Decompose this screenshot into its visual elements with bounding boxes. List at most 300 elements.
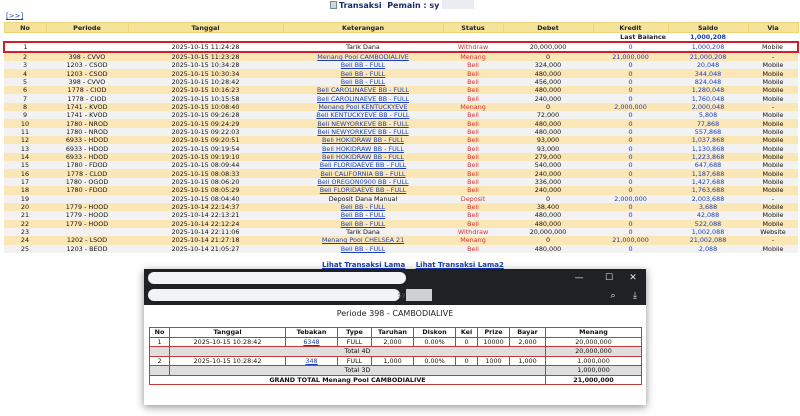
redacted-block: [406, 289, 432, 301]
address-bar[interactable]: [148, 272, 406, 284]
cell-saldo: 647,688: [668, 161, 748, 169]
cell-saldo: 344,048: [668, 69, 748, 77]
cell-saldo: 557,868: [668, 128, 748, 136]
total-3d-value: 1,000,000: [546, 366, 642, 376]
detail-no: 1: [150, 337, 170, 347]
keterangan-link[interactable]: Beli CALIFORNIA BB - FULL: [320, 169, 406, 178]
cell-via: Mobile: [748, 220, 798, 228]
cell-debet: 20,000,000: [503, 42, 593, 52]
maximize-icon[interactable]: ☐: [604, 273, 614, 283]
cell-saldo: 2,088: [668, 245, 748, 253]
keterangan-link[interactable]: Beli NEWYORKEVE BB - FULL: [317, 127, 409, 136]
cell-no: 17: [4, 178, 46, 186]
transaction-table: [3, 22, 799, 253]
cell-via: -: [748, 195, 798, 203]
cell-saldo: 1,002,088: [668, 228, 748, 236]
cell-tanggal: 2025-10-15 09:19:54: [128, 144, 283, 152]
cell-tanggal: 2025-10-15 10:16:23: [128, 86, 283, 94]
dcol-tebakan: Tebakan: [286, 328, 338, 338]
cell-via: Mobile: [748, 245, 798, 253]
detail-tebakan[interactable]: [286, 337, 338, 347]
cell-no: 2: [4, 52, 46, 61]
cell-tanggal: 2025-10-15 10:08:40: [128, 103, 283, 111]
cell-saldo: 1,187,688: [668, 169, 748, 177]
cell-no: 19: [4, 195, 46, 203]
col-keterangan: Keterangan: [283, 23, 443, 33]
tebakan-link[interactable]: 348: [305, 356, 318, 365]
cell-debet: 480,000: [503, 86, 593, 94]
cell-no: 14: [4, 153, 46, 161]
keterangan-link[interactable]: Beli BB - FULL: [340, 211, 386, 220]
detail-kei: 0: [456, 356, 478, 366]
detail-row: [150, 337, 642, 347]
cell-no: 13: [4, 144, 46, 152]
table-row: [4, 211, 798, 219]
cell-keterangan: [283, 211, 443, 219]
cell-kredit: 0: [593, 161, 668, 169]
table-row: [4, 195, 798, 203]
cell-keterangan: [283, 161, 443, 169]
cell-via: -: [748, 52, 798, 61]
cell-tanggal: 2025-10-14 22:13:21: [128, 211, 283, 219]
cell-no: 6: [4, 86, 46, 94]
cell-status: Beli: [443, 169, 503, 177]
cell-saldo: 1,760,048: [668, 94, 748, 102]
old-transactions-link[interactable]: Lihat Transaksi Lama: [322, 261, 406, 269]
cell-saldo: 77,868: [668, 119, 748, 127]
cell-periode: 1780 - NROD: [46, 128, 128, 136]
cell-tanggal: 2025-10-15 09:22:03: [128, 128, 283, 136]
cell-debet: 240,000: [503, 186, 593, 194]
detail-diskon: 0.00%: [414, 356, 456, 366]
detail-tebakan[interactable]: [286, 356, 338, 366]
last-balance-label: Last Balance: [4, 33, 668, 43]
cell-status: Beli: [443, 61, 503, 69]
cell-kredit: 0: [593, 42, 668, 52]
cell-periode: 1779 - HOOD: [46, 211, 128, 219]
table-row: [4, 78, 798, 86]
cell-status: Beli: [443, 78, 503, 86]
redacted-name: [442, 0, 474, 9]
cell-kredit: 0: [593, 78, 668, 86]
cell-debet: 72,000: [503, 111, 593, 119]
table-header-row: [4, 23, 798, 33]
cell-via: Mobile: [748, 186, 798, 194]
cell-via: Mobile: [748, 119, 798, 127]
keterangan-link[interactable]: Beli OREGON0900 BB - FULL: [317, 177, 409, 186]
cell-keterangan: [283, 128, 443, 136]
cell-via: Mobile: [748, 153, 798, 161]
keterangan-link[interactable]: Beli BB - FULL: [340, 77, 386, 86]
cell-kredit: 2,000,000: [593, 195, 668, 203]
keterangan-link[interactable]: Beli FLORIDAEVE BB - FULL: [319, 186, 407, 195]
cell-via: Mobile: [748, 203, 798, 211]
cell-status: Beli: [443, 86, 503, 94]
dcol-prize: Prize: [478, 328, 510, 338]
table-row: [4, 136, 798, 144]
keterangan-link[interactable]: Menang Pool CAMBODIALIVE: [317, 53, 409, 61]
cell-saldo: 3,688: [668, 203, 748, 211]
footer-links: [322, 261, 512, 269]
cell-no: 25: [4, 245, 46, 253]
cell-no: 10: [4, 119, 46, 127]
cell-no: 5: [4, 78, 46, 86]
table-row: [4, 94, 798, 102]
cell-periode: 1779 - HOOD: [46, 203, 128, 211]
cell-via: Mobile: [748, 128, 798, 136]
col-kredit: Kredit: [593, 23, 668, 33]
detail-kei: 0: [456, 337, 478, 347]
cell-saldo: 20,048: [668, 61, 748, 69]
table-row: [4, 52, 798, 61]
cell-tanggal: 2025-10-15 08:05:29: [128, 186, 283, 194]
cell-keterangan: [283, 220, 443, 228]
cell-no: 9: [4, 111, 46, 119]
cell-via: -: [748, 103, 798, 111]
cell-keterangan: [283, 94, 443, 102]
cell-keterangan: [283, 103, 443, 111]
dcol-no: No: [150, 328, 170, 338]
cell-kredit: 21,000,000: [593, 236, 668, 244]
cell-keterangan: [283, 169, 443, 177]
table-row: [4, 236, 798, 244]
cell-via: Mobile: [748, 61, 798, 69]
cell-tanggal: 2025-10-15 08:08:33: [128, 169, 283, 177]
cell-keterangan: [283, 111, 443, 119]
cell-via: Website: [748, 228, 798, 236]
cell-kredit: 0: [593, 94, 668, 102]
cell-no: 1: [4, 42, 46, 52]
detail-menang: 20,000,000: [546, 337, 642, 347]
dcol-kei: Kei: [456, 328, 478, 338]
detail-menang: 1,000,000: [546, 356, 642, 366]
detail-diskon: 0.00%: [414, 337, 456, 347]
cell-status: Beli: [443, 94, 503, 102]
cell-periode: 1778 - CIOD: [46, 94, 128, 102]
minimize-icon[interactable]: —: [574, 273, 584, 283]
cell-status: Menang: [443, 103, 503, 111]
cell-tanggal: 2025-10-15 08:04:40: [128, 195, 283, 203]
cell-periode: 1779 - HOOD: [46, 220, 128, 228]
cell-tanggal: 2025-10-15 10:15:58: [128, 94, 283, 102]
keterangan-link[interactable]: Beli HOKIDRAW BB - FULL: [322, 152, 404, 161]
detail-tanggal: 2025-10-15 10:28:42: [170, 337, 286, 347]
cell-debet: 38,400: [503, 203, 593, 211]
detail-type: FULL: [338, 356, 372, 366]
cell-debet: 480,000: [503, 119, 593, 127]
cell-saldo: 1,000,208: [668, 42, 748, 52]
cell-via: Mobile: [748, 136, 798, 144]
cell-kredit: 0: [593, 119, 668, 127]
cell-periode: 1202 - LSOD: [46, 236, 128, 244]
table-row: [4, 228, 798, 236]
table-row: [4, 220, 798, 228]
cell-debet: 456,000: [503, 78, 593, 86]
table-row: [4, 161, 798, 169]
cell-keterangan: [283, 203, 443, 211]
keterangan-link[interactable]: Beli CAROLINAEVE BB - FULL: [317, 94, 409, 103]
keterangan-link[interactable]: Beli HOKIDRAW BB - FULL: [322, 136, 404, 145]
period-detail-window: [144, 269, 646, 405]
cell-debet: 480,000: [503, 211, 593, 219]
keterangan-link[interactable]: Beli FLORIDAEVE BB - FULL: [319, 161, 407, 170]
table-row: [4, 169, 798, 177]
cell-status: Beli: [443, 111, 503, 119]
cell-periode: [46, 195, 128, 203]
cell-debet: 93,000: [503, 136, 593, 144]
cell-via: Mobile: [748, 178, 798, 186]
cell-no: 4: [4, 69, 46, 77]
cell-saldo: 1,763,688: [668, 186, 748, 194]
cell-keterangan: Deposit Dana Manual: [283, 195, 443, 203]
cell-keterangan: [283, 136, 443, 144]
cell-periode: 1780 - NROD: [46, 119, 128, 127]
keterangan-link[interactable]: Beli HOKIDRAW BB - FULL: [322, 144, 404, 153]
keterangan-link[interactable]: Beli BB - FULL: [340, 203, 386, 212]
cell-no: 22: [4, 220, 46, 228]
table-row: [4, 86, 798, 94]
cell-kredit: 0: [593, 128, 668, 136]
keterangan-link[interactable]: Beli BB - FULL: [340, 219, 386, 228]
detail-tanggal: 2025-10-15 10:28:42: [170, 356, 286, 366]
cell-status: Beli: [443, 178, 503, 186]
cell-debet: 240,000: [503, 169, 593, 177]
cell-kredit: 0: [593, 245, 668, 253]
detail-prize: 10000: [478, 337, 510, 347]
table-row: [4, 245, 798, 253]
cell-tanggal: 2025-10-14 22:14:37: [128, 203, 283, 211]
cell-saldo: 1,037,868: [668, 136, 748, 144]
dcol-taruhan: Taruhan: [372, 328, 414, 338]
col-status: Status: [443, 23, 503, 33]
cell-keterangan: [283, 52, 443, 61]
cell-no: 23: [4, 228, 46, 236]
detail-prize: 1000: [478, 356, 510, 366]
cell-kredit: 2,000,000: [593, 103, 668, 111]
table-row: [4, 103, 798, 111]
cell-no: 16: [4, 169, 46, 177]
cell-keterangan: [283, 78, 443, 86]
cell-kredit: 0: [593, 211, 668, 219]
cell-keterangan: [283, 153, 443, 161]
bet-detail-table: [149, 327, 642, 385]
cell-via: Mobile: [748, 69, 798, 77]
dcol-type: Type: [338, 328, 372, 338]
browser-chrome: [144, 269, 646, 305]
cell-tanggal: 2025-10-15 10:34:28: [128, 61, 283, 69]
total-3d-label: Total 3D: [170, 366, 546, 376]
cell-no: 15: [4, 161, 46, 169]
cell-via: Mobile: [748, 144, 798, 152]
last-balance-row: [4, 33, 798, 43]
cell-saldo: 21,000,208: [668, 52, 748, 61]
cell-status: Beli: [443, 186, 503, 194]
keterangan-link[interactable]: Beli NEWYORKEVE BB - FULL: [317, 119, 409, 128]
last-balance-value: 1,000,208: [668, 33, 748, 43]
table-row: [4, 119, 798, 127]
cell-debet: 0: [503, 195, 593, 203]
cell-via: Mobile: [748, 86, 798, 94]
cell-periode: 1780 - FDOD: [46, 161, 128, 169]
cell-saldo: 5,808: [668, 111, 748, 119]
close-icon[interactable]: ✕: [629, 273, 637, 283]
keterangan-link[interactable]: Beli CAROLINAEVE BB - FULL: [317, 86, 409, 95]
cell-periode: 6933 - HDOD: [46, 136, 128, 144]
prev-page-link[interactable]: [>>]: [6, 12, 24, 20]
cell-no: 18: [4, 186, 46, 194]
cell-status: Beli: [443, 153, 503, 161]
cell-saldo: 21,002,088: [668, 236, 748, 244]
cell-kredit: 0: [593, 86, 668, 94]
cell-kredit: 0: [593, 111, 668, 119]
old-transactions2-link[interactable]: Lihat Transaksi Lama2: [415, 261, 504, 269]
cell-periode: 1778 - CLOD: [46, 169, 128, 177]
cell-saldo: 2,003,688: [668, 195, 748, 203]
cell-status: Menang: [443, 236, 503, 244]
col-debet: Debet: [503, 23, 593, 33]
cell-debet: 480,000: [503, 128, 593, 136]
cell-tanggal: 2025-10-15 09:26:28: [128, 111, 283, 119]
cell-tanggal: 2025-10-14 21:05:27: [128, 245, 283, 253]
cell-periode: 1203 - CSOD: [46, 61, 128, 69]
cell-no: 11: [4, 128, 46, 136]
cell-debet: 20,000,000: [503, 228, 593, 236]
cell-no: 12: [4, 136, 46, 144]
cell-keterangan: Tarik Dana: [283, 42, 443, 52]
cell-status: Beli: [443, 144, 503, 152]
page-title: Transaksi Pemain : sy: [330, 0, 474, 10]
cell-saldo: 1,427,688: [668, 178, 748, 186]
cell-kredit: 0: [593, 69, 668, 77]
cell-saldo: 522,088: [668, 220, 748, 228]
cell-status: Withdraw: [443, 228, 503, 236]
zoom-icon[interactable]: ⌕: [610, 291, 616, 301]
cell-debet: 240,000: [503, 94, 593, 102]
cell-debet: 93,000: [503, 144, 593, 152]
cell-keterangan: [283, 69, 443, 77]
total-3d-row: [150, 366, 642, 376]
cell-status: Beli: [443, 69, 503, 77]
dcol-menang: Menang: [546, 328, 642, 338]
keterangan-link[interactable]: Menang Pool CHELSEA 21: [321, 236, 405, 245]
total-4d-row: [150, 347, 642, 357]
cell-kredit: 0: [593, 228, 668, 236]
keterangan-link[interactable]: Beli BB - FULL: [340, 69, 386, 78]
grand-total-value: 21,000,000: [546, 375, 642, 385]
cell-status: Beli: [443, 220, 503, 228]
cell-status: Beli: [443, 203, 503, 211]
col-via: Via: [748, 23, 798, 33]
cell-periode: 1741 - KVOD: [46, 111, 128, 119]
cell-tanggal: 2025-10-14 22:11:06: [128, 228, 283, 236]
cell-via: Mobile: [748, 161, 798, 169]
cell-debet: 336,000: [503, 178, 593, 186]
cell-tanggal: 2025-10-15 08:09:44: [128, 161, 283, 169]
detail-row: [150, 356, 642, 366]
cell-periode: 398 - CVVO: [46, 52, 128, 61]
cell-kredit: 0: [593, 153, 668, 161]
user-suffix: sy: [398, 291, 406, 299]
cell-periode: 1741 - KVOD: [46, 103, 128, 111]
cell-keterangan: Tarik Dana: [283, 228, 443, 236]
cell-no: 3: [4, 61, 46, 69]
total-4d-label: Total 4D: [170, 347, 546, 357]
cell-debet: 480,000: [503, 69, 593, 77]
cell-keterangan: [283, 61, 443, 69]
cell-periode: 1778 - CIOD: [46, 86, 128, 94]
tebakan-link[interactable]: 6348: [303, 337, 320, 346]
table-row: [4, 203, 798, 211]
cell-kredit: 21,000,000: [593, 52, 668, 61]
cell-tanggal: 2025-10-15 08:06:20: [128, 178, 283, 186]
col-no: No: [4, 23, 46, 33]
cell-debet: 480,000: [503, 245, 593, 253]
cell-keterangan: [283, 178, 443, 186]
cell-no: 8: [4, 103, 46, 111]
cell-tanggal: 2025-10-15 09:20:51: [128, 136, 283, 144]
cell-via: -: [748, 236, 798, 244]
cell-status: Beli: [443, 245, 503, 253]
cell-kredit: 0: [593, 220, 668, 228]
grand-total-row: [150, 375, 642, 385]
cell-kredit: 0: [593, 186, 668, 194]
table-row: [4, 61, 798, 69]
cell-keterangan: [283, 236, 443, 244]
cell-via: Mobile: [748, 211, 798, 219]
table-row: [4, 144, 798, 152]
keterangan-link[interactable]: Beli BB - FULL: [340, 61, 386, 70]
cell-periode: 1780 - OGOD: [46, 178, 128, 186]
detail-no: 2: [150, 356, 170, 366]
cell-debet: 540,000: [503, 161, 593, 169]
cell-no: 21: [4, 211, 46, 219]
cell-keterangan: [283, 144, 443, 152]
cell-status: Withdraw: [443, 42, 503, 52]
keterangan-link[interactable]: Beli KENTUCKYEVE BB - FULL: [316, 111, 410, 120]
cell-saldo: 1,223,868: [668, 153, 748, 161]
cell-debet: 0: [503, 103, 593, 111]
col-periode: Periode: [46, 23, 128, 33]
detail-bayar: 2,000: [510, 337, 546, 347]
cell-kredit: 0: [593, 178, 668, 186]
cell-via: Mobile: [748, 169, 798, 177]
keterangan-link[interactable]: Beli BB - FULL: [340, 244, 386, 253]
cell-via: Mobile: [748, 94, 798, 102]
keterangan-link[interactable]: Menang Pool KENTUCKYEVE: [318, 102, 408, 111]
cell-saldo: 2,000,048: [668, 103, 748, 111]
cell-periode: 398 - CVVO: [46, 78, 128, 86]
detail-taruhan: 2,000: [372, 337, 414, 347]
cell-saldo: 1,130,868: [668, 144, 748, 152]
cell-debet: 480,000: [503, 220, 593, 228]
cell-periode: 1203 - CSOD: [46, 69, 128, 77]
dcol-tanggal: Tanggal: [170, 328, 286, 338]
cell-tanggal: 2025-10-15 09:19:10: [128, 153, 283, 161]
detail-taruhan: 1,000: [372, 356, 414, 366]
total-4d-value: 20,000,000: [546, 347, 642, 357]
cell-periode: 1203 - BEOD: [46, 245, 128, 253]
cell-keterangan: [283, 186, 443, 194]
cell-status: Menang: [443, 52, 503, 61]
cell-tanggal: 2025-10-14 21:27:18: [128, 236, 283, 244]
cell-kredit: 0: [593, 203, 668, 211]
cell-kredit: 0: [593, 61, 668, 69]
cell-via: Mobile: [748, 78, 798, 86]
download-icon[interactable]: ⤓: [633, 291, 637, 301]
cell-keterangan: [283, 119, 443, 127]
table-row: [4, 128, 798, 136]
url-bar[interactable]: [148, 289, 400, 301]
